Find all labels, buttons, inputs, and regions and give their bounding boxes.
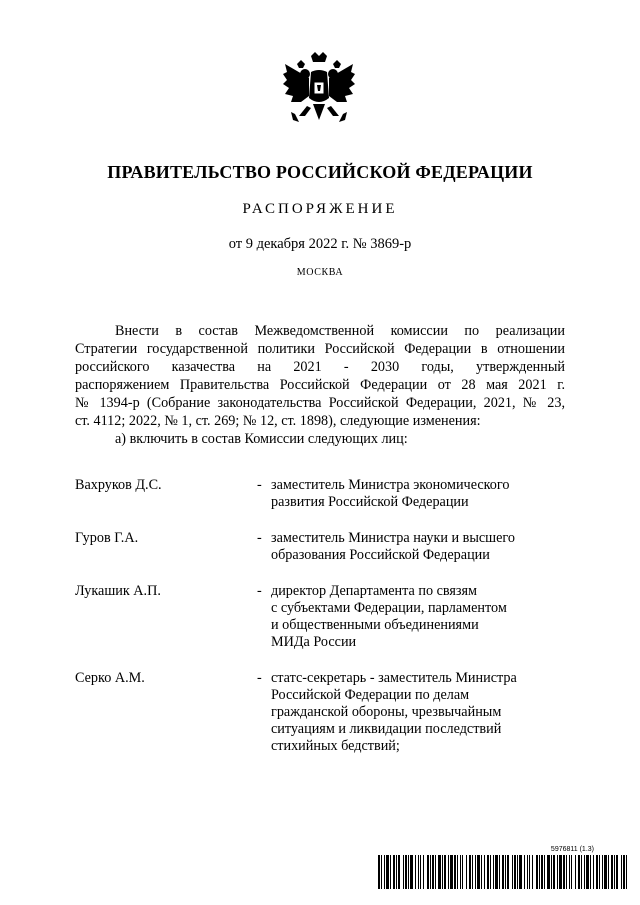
member-role-line: и общественными объединениями <box>271 617 479 633</box>
barcode-bar <box>541 855 543 889</box>
barcode-bar <box>396 855 397 889</box>
barcode-bar <box>499 855 500 889</box>
barcode-bar <box>529 855 530 889</box>
barcode-bar <box>517 855 518 889</box>
document-type: РАСПОРЯЖЕНИЕ <box>242 201 398 217</box>
barcode-bar <box>621 855 622 889</box>
barcode-bar <box>626 855 627 889</box>
barcode-bar <box>378 855 380 889</box>
barcode-bar <box>423 855 424 889</box>
barcode-bar <box>566 855 567 889</box>
barcode-bar <box>559 855 562 889</box>
document-city: МОСКВА <box>296 267 344 278</box>
member-name: Лукашик А.П. <box>75 583 161 599</box>
barcode-bar <box>593 855 594 889</box>
barcode-bar <box>547 855 550 889</box>
barcode-bar <box>495 855 498 889</box>
member-role <box>271 583 551 651</box>
member-role <box>271 530 551 564</box>
barcode-bar <box>442 855 443 889</box>
body-line: № 1394-р (Собрание законодательства Российской Федерации, 2021, № 23, <box>75 395 565 411</box>
barcode-number: 5976811 (1.3) <box>550 846 594 853</box>
barcode-bar <box>427 855 429 889</box>
barcode-bar <box>586 855 589 889</box>
member-role-line: развития Российской Федерации <box>271 494 469 510</box>
barcode-bar <box>435 855 436 889</box>
barcode-bar <box>536 855 538 889</box>
member-role-line: статс-секретарь - заместитель Министра <box>271 670 517 686</box>
barcode-bar <box>450 855 453 889</box>
barcode-bar <box>578 855 580 889</box>
barcode-bar <box>444 855 446 889</box>
barcode-bar <box>481 855 482 889</box>
barcode-bar <box>602 855 603 889</box>
barcode-bar <box>469 855 471 889</box>
body-line: ст. 4112; 2022, № 1, ст. 269; № 12, ст. 1898), следующие изменения: <box>75 413 481 429</box>
member-role-line: заместитель Министра экономического <box>271 477 510 493</box>
barcode-bar <box>553 855 555 889</box>
member-role <box>271 477 551 511</box>
barcode-bar <box>398 855 400 889</box>
barcode-bar <box>410 855 413 889</box>
barcode-bar <box>432 855 434 889</box>
barcode-bar <box>386 855 389 889</box>
body-text <box>75 322 565 448</box>
member-entry <box>75 530 565 564</box>
member-role-line: директор Департамента по связям <box>271 583 478 599</box>
barcode-bar <box>569 855 570 889</box>
barcode-bar <box>384 855 385 889</box>
member-entry <box>75 670 565 755</box>
barcode-bar <box>477 855 480 889</box>
barcode-bar <box>487 855 489 889</box>
barcode-bar <box>454 855 456 889</box>
subitem-a: а) включить в состав Комиссии следующих лиц: <box>115 431 408 447</box>
body-line: Стратегии государственной политики Российской Федерации в отношении <box>75 341 565 357</box>
barcode-block <box>378 846 628 890</box>
barcode-bar <box>571 855 572 889</box>
barcode-bar <box>519 855 522 889</box>
member-dash: - <box>257 583 262 599</box>
members-list <box>75 477 565 774</box>
barcode-bar <box>544 855 545 889</box>
barcode-bar <box>590 855 591 889</box>
barcode-bar <box>584 855 585 889</box>
member-name: Серко А.М. <box>75 670 145 686</box>
barcode-bar <box>418 855 419 889</box>
barcode-bar <box>490 855 491 889</box>
member-role <box>271 670 551 755</box>
member-name: Гуров Г.А. <box>75 530 139 546</box>
barcode-bar <box>415 855 416 889</box>
barcode-bar <box>581 855 582 889</box>
member-role-line: ситуациям и ликвидации последствий <box>271 721 502 737</box>
member-entry <box>75 583 565 651</box>
barcode-bar <box>472 855 473 889</box>
member-role-line: образования Российской Федерации <box>271 547 490 563</box>
barcode-bar <box>405 855 407 889</box>
barcode-bar <box>608 855 609 889</box>
barcode-bar <box>484 855 485 889</box>
member-dash: - <box>257 477 262 493</box>
barcode-bar <box>563 855 565 889</box>
barcode-bar <box>575 855 576 889</box>
barcode-bar <box>604 855 607 889</box>
member-dash: - <box>257 670 262 686</box>
member-name: Вахруков Д.С. <box>75 477 162 493</box>
body-line: Внести в состав Межведомственной комиссии по реализации <box>115 323 565 339</box>
barcode-bar <box>614 855 615 889</box>
barcode-bar <box>393 855 395 889</box>
barcode-bar <box>430 855 431 889</box>
barcode-bar <box>599 855 600 889</box>
barcode-bar <box>616 855 618 889</box>
document-date-number: от 9 декабря 2022 г. № 3869-р <box>228 236 412 252</box>
barcode-bar <box>512 855 513 889</box>
barcode-bar <box>623 855 625 889</box>
barcode-bar <box>524 855 525 889</box>
barcode-bar <box>551 855 552 889</box>
barcode-bar <box>408 855 409 889</box>
member-role-line: стихийных бедствий; <box>271 738 400 754</box>
document-issuer-title: ПРАВИТЕЛЬСТВО РОССИЙСКОЙ ФЕДЕРАЦИИ <box>107 162 533 182</box>
member-role-line: Российской Федерации по делам <box>271 687 470 703</box>
member-role-line: гражданской обороны, чрезвычайным <box>271 704 502 720</box>
barcode-bar <box>438 855 441 889</box>
member-role-line: с субъектами Федерации, парламентом <box>271 600 507 616</box>
member-entry <box>75 477 565 511</box>
body-line: распоряжением Правительства Российской Федерации от 28 мая 2021 г. <box>75 377 565 393</box>
body-line: российского казачества на 2021 - 2030 годы, утвержденный <box>75 359 565 375</box>
barcode-bar <box>493 855 494 889</box>
barcode-bar <box>390 855 391 889</box>
member-dash: - <box>257 530 262 546</box>
barcode-bar <box>460 855 461 889</box>
barcode-bar <box>448 855 449 889</box>
barcode-bar <box>420 855 421 889</box>
barcode-icon <box>378 855 628 889</box>
barcode-bar <box>462 855 463 889</box>
barcode-bar <box>457 855 458 889</box>
barcode-bar <box>539 855 540 889</box>
barcode-bar <box>514 855 516 889</box>
barcode-bar <box>611 855 613 889</box>
coat-of-arms-emblem <box>277 50 361 152</box>
barcode-bar <box>475 855 476 889</box>
member-role-line: заместитель Министра науки и высшего <box>271 530 515 546</box>
barcode-bar <box>502 855 504 889</box>
member-role-line: МИДа России <box>271 634 357 650</box>
barcode-bar <box>403 855 404 889</box>
barcode-bar <box>527 855 528 889</box>
barcode-bar <box>381 855 382 889</box>
barcode-bar <box>532 855 533 889</box>
barcode-bar <box>466 855 467 889</box>
barcode-bar <box>596 855 598 889</box>
barcode-bar <box>507 855 509 889</box>
barcode-bar <box>557 855 558 889</box>
barcode-bar <box>505 855 506 889</box>
